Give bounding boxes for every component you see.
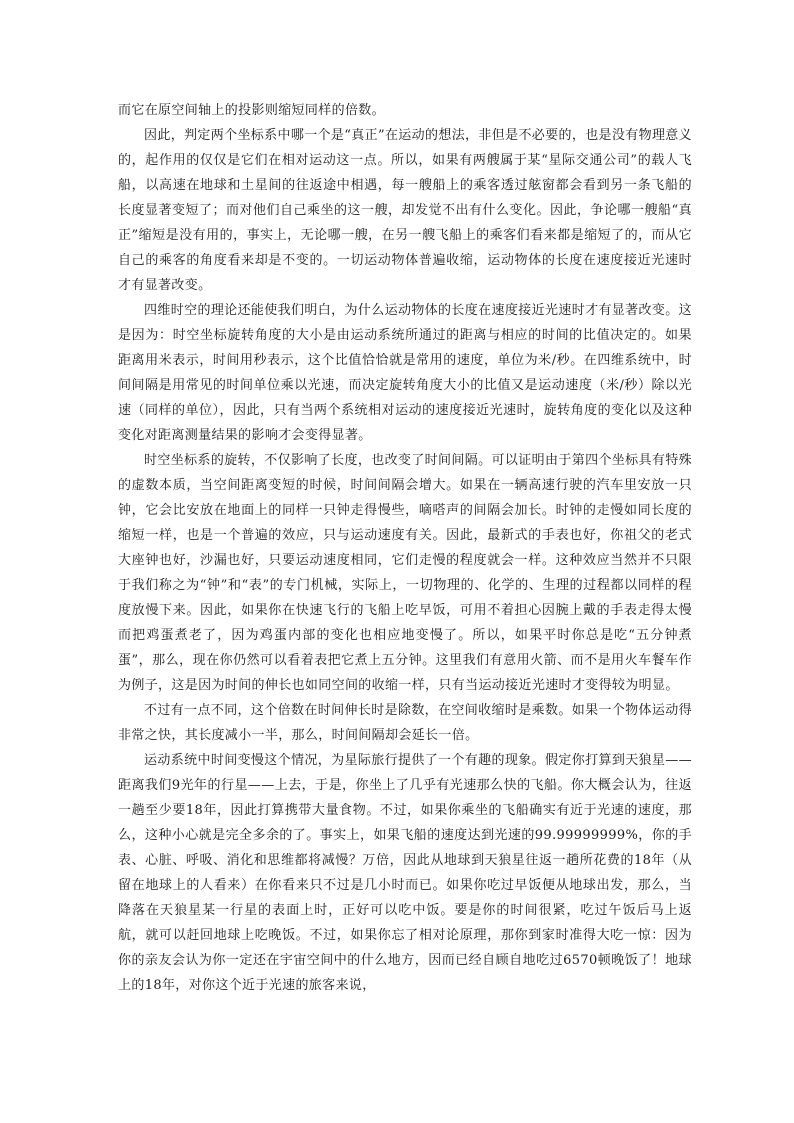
paragraph-5: 不过有一点不同，这个倍数在时间伸长时是除数，在空间收缩时是乘数。如果一个物体运动得非常之快，其长度减小一半，那么，时间间隔却会延长一倍。 <box>118 703 692 743</box>
paragraph-4: 时空坐标系的旋转，不仅影响了长度，也改变了时间间隔。可以证明由于第四个坐标具有特殊的虚数本质，当空间距离变短的时候，时间间隔会增大。如果在一辆高速行驶的汽车里安放一只钟，它会比安放在地面上的同样一只钟走得慢些，嘀嗒声的间隔会加长。时钟的走慢如同长度的缩短一样，也是一个普遍的效应，只与运动速度有关。因此，最新式的手表也好，你祖父的老式大座钟也好，沙漏也好，只要运动速度相同，它们走慢的程度就会一样。这种效应当然并不只限于我们称之为“钟”和“表”的专门机械，实际上，一切物理的、化学的、生理的过程都以同样的程度放慢下来。因此，如果你在快速飞行的飞船上吃早饭，可用不着担心因腕上戴的手表走得太慢而把鸡蛋煮老了，因为鸡蛋内部的变化也相应地变慢了。所以，如果平时你总是吃“五分钟煮蛋”，那么，现在你仍然可以看着表把它煮上五分钟。这里我们有意用火箭、而不是用火车餐车作为例子，这是因为时间的伸长也如同空间的收缩一样，只有当运动接近光速时才变得较为明显。 <box>118 453 692 693</box>
paragraph-2: 因此，判定两个坐标系中哪一个是“真正”在运动的想法，非但是不必要的，也是没有物理意义的，起作用的仅仅是它们在相对运动这一点。所以，如果有两艘属于某“星际交通公司”的载人飞船，以高速在地球和土星间的往返途中相遇，每一艘船上的乘客透过舷窗都会看到另一条飞船的长度显著变短了；而对他们自己乘坐的这一艘，却发觉不出有什么变化。因此，争论哪一艘船“真正”缩短是没有用的，事实上，无论哪一艘，在另一艘飞船上的乘客们看来都是缩短了的，而从它自己的乘客的角度看来却是不变的。一切运动物体普遍收缩，运动物体的长度在速度接近光速时才有显著改变。 <box>118 128 692 293</box>
paragraph-6: 运动系统中时间变慢这个情况，为星际旅行提供了一个有趣的现象。假定你打算到天狼星——距离我们9光年的行星——上去，于是，你坐上了几乎有光速那么快的飞船。你大概会认为，往返一趟至少要18年，因此打算携带大量食物。不过，如果你乘坐的飞船确实有近于光速的速度，那么，这种小心就是完全多余的了。事实上，如果飞船的速度达到光速的99.99999999%，你的手表、心脏、呼吸、消化和思维都将减慢？万倍，因此从地球到天狼星往返一趟所花费的18年（从留在地球上的人看来）在你看来只不过是几小时而已。如果你吃过早饭便从地球出发，那么，当降落在天狼星某一行星的表面上时，正好可以吃中饭。要是你的时间很紧，吃过午饭后马上返航，就可以赶回地球上吃晚饭。不过，如果你忘了相对论原理，那你到家时准得大吃一惊：因为你的亲友会认为你一定还在宇宙空间中的什么地方，因而已经自顾自地吃过6570顿晚饭了！地球上的18年，对你这个近于光速的旅客来说， <box>118 753 692 993</box>
paragraph-3: 四维时空的理论还能使我们明白，为什么运动物体的长度在速度接近光速时才有显著改变。这是因为：时空坐标旋转角度的大小是由运动系统所通过的距离与相应的时间的比值决定的。如果距离用米表示，时间用秒表示，这个比值恰恰就是常用的速度，单位为米/秒。在四维系统中，时间间隔是用常见的时间单位乘以光速，而决定旋转角度大小的比值又是运动速度（米/秒）除以光速（同样的单位），因此，只有当两个系统相对运动的速度接近光速时，旋转角度的变化以及这种变化对距离测量结果的影响才会变得显著。 <box>118 303 692 443</box>
document-page <box>118 98 692 998</box>
paragraph-1: 而它在原空间轴上的投影则缩短同样的倍数。 <box>118 103 386 118</box>
